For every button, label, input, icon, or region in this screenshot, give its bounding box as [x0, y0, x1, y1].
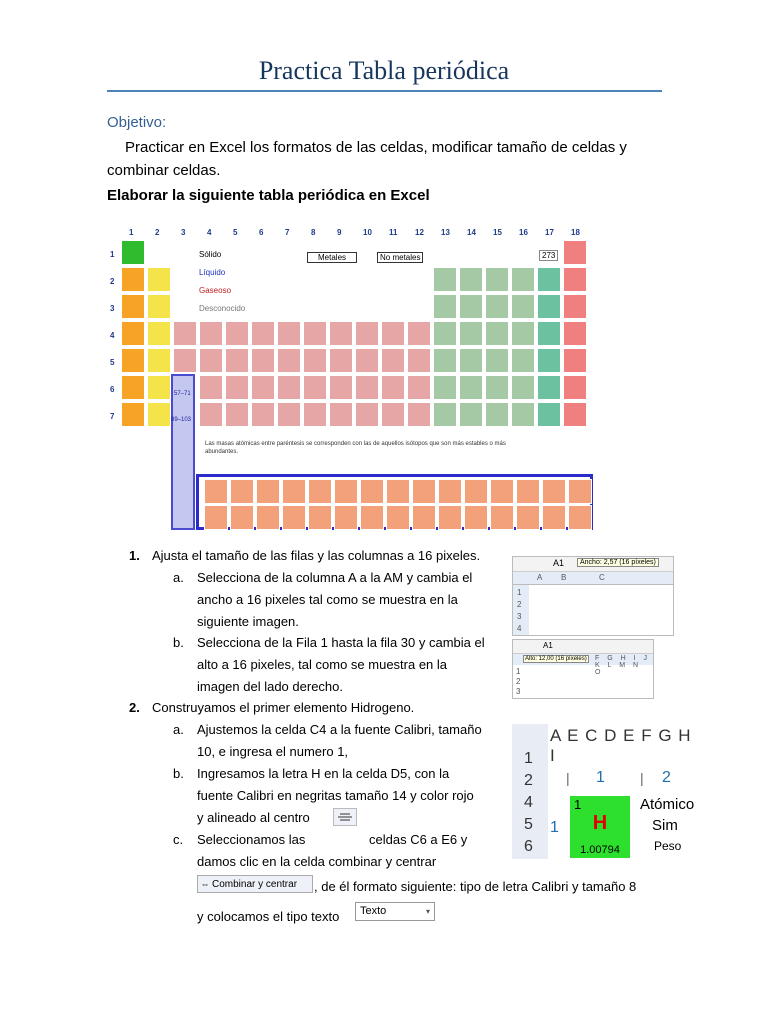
item-2-text: Construyamos el primer elemento Hidrogeno.	[152, 700, 415, 715]
period-label: 7	[110, 412, 115, 421]
element-cell	[329, 375, 353, 400]
element-cell	[407, 375, 431, 400]
element-cell	[433, 294, 457, 319]
objetivo-heading: Objetivo:	[107, 114, 167, 131]
element-cell	[277, 348, 301, 373]
item-2b-line1: Ingresamos la letra H en la celda D5, con la	[197, 766, 450, 781]
element-cell	[485, 402, 509, 427]
group-label: 1	[129, 228, 134, 237]
period-label: 2	[110, 277, 115, 286]
group-label: 14	[467, 228, 476, 237]
group-number: 2	[662, 769, 671, 786]
legend-desconocido: Desconocido	[199, 304, 246, 313]
row-header: 4	[524, 794, 533, 811]
row-header: 2	[524, 772, 533, 789]
f-block-cell	[542, 479, 566, 504]
element-cell	[433, 321, 457, 346]
legend-gaseoso: Gaseoso	[199, 286, 232, 295]
element-cell	[121, 402, 145, 427]
row-header: 5	[524, 816, 533, 833]
item-2c-number: c.	[173, 832, 184, 847]
title-underline	[107, 90, 662, 92]
element-cell	[251, 348, 275, 373]
group-label: 7	[285, 228, 290, 237]
f-block-cell	[438, 505, 462, 530]
item-1-text: Ajusta el tamaño de las filas y las columnas a 16 pixeles.	[152, 548, 481, 563]
element-cell	[121, 348, 145, 373]
col-header: B	[561, 573, 567, 582]
f-block-cell	[490, 479, 514, 504]
row-height-screenshot	[512, 639, 654, 699]
group-label: 10	[363, 228, 372, 237]
element-cell	[121, 375, 145, 400]
atomic-mass-note: Las masas atómicas entre paréntesis se corresponden con las de aquellos isótopos que son más estables o más abundantes.	[205, 441, 506, 455]
element-cell	[147, 321, 171, 346]
atomic-mass: 1.00794	[580, 844, 620, 856]
element-cell	[433, 375, 457, 400]
width-tooltip: Ancho: 2,57 (16 píxeles)	[577, 558, 659, 567]
group-label: 17	[545, 228, 554, 237]
f-block-cell	[568, 505, 592, 530]
element-cell	[381, 321, 405, 346]
f-block-cell	[464, 505, 488, 530]
period-label: 4	[110, 331, 115, 340]
group-label: 11	[389, 228, 398, 237]
element-cell	[537, 375, 561, 400]
element-cell	[173, 321, 197, 346]
element-cell	[459, 348, 483, 373]
legend-metales: Metales	[307, 252, 357, 263]
col-headers: A E C D E F G H I	[550, 726, 692, 765]
item-2b-line2: fuente Calibri en negritas tamaño 14 y color rojo	[197, 788, 474, 803]
element-cell	[147, 294, 171, 319]
element-cell	[277, 321, 301, 346]
align-center-icon	[334, 809, 356, 825]
element-cell	[485, 294, 509, 319]
element-cell	[147, 267, 171, 292]
element-cell	[485, 267, 509, 292]
row-header: 2	[517, 600, 522, 609]
item-1-number: 1.	[129, 548, 140, 563]
item-2c-line3: , de él formato siguiente: tipo de letra Calibri y tamaño 8	[314, 879, 637, 894]
element-cell	[459, 402, 483, 427]
f-block-cell	[256, 505, 280, 530]
element-cell	[381, 375, 405, 400]
group-label: 6	[259, 228, 264, 237]
number-format-value: Texto	[360, 905, 387, 917]
element-cell	[329, 348, 353, 373]
element-symbol: H	[592, 812, 608, 834]
item-2a-line1: Ajustemos la celda C4 a la fuente Calibri, tamaño	[197, 722, 482, 737]
element-cell	[381, 402, 405, 427]
element-cell	[537, 267, 561, 292]
f-block-cell	[490, 505, 514, 530]
item-2c-line1a: Seleccionamos las	[197, 832, 306, 847]
element-cell	[147, 375, 171, 400]
f-block-cell	[542, 505, 566, 530]
element-cell	[199, 348, 223, 373]
element-cell	[537, 321, 561, 346]
element-cell	[407, 402, 431, 427]
f-block-cell	[204, 479, 228, 504]
element-cell	[303, 375, 327, 400]
merge-center-button[interactable]	[197, 875, 313, 893]
f-block-cell	[204, 505, 228, 530]
row-header: 1	[517, 588, 522, 597]
hydrogen-element-cell	[570, 796, 630, 858]
period-label: 3	[110, 304, 115, 313]
element-cell	[563, 267, 587, 292]
group-number: 1	[596, 769, 605, 786]
item-2c-line1b: celdas C6 a E6 y	[369, 832, 468, 847]
element-cell	[355, 321, 379, 346]
element-cell	[355, 402, 379, 427]
objetivo-paragraph: Practicar en Excel los formatos de las celdas, modificar tamaño de celdas y combinar celdas.	[107, 139, 627, 179]
center-align-button[interactable]	[333, 808, 357, 826]
f-block-cell	[386, 479, 410, 504]
element-cell	[225, 321, 249, 346]
group-label: 13	[441, 228, 450, 237]
period-label: 5	[110, 358, 115, 367]
height-tooltip: Alto: 12,00 (16 píxeles)	[525, 656, 587, 662]
la-range: 57–71	[174, 391, 191, 397]
element-cell	[251, 402, 275, 427]
namebox: A1	[543, 641, 553, 650]
f-block-cell	[334, 479, 358, 504]
col-header: C	[599, 573, 605, 582]
row-header: 2	[516, 677, 521, 686]
number-format-select[interactable]	[355, 902, 435, 921]
item-1a-line3: siguiente imagen.	[197, 614, 299, 629]
f-block-cell	[438, 479, 462, 504]
f-block-cell	[412, 505, 436, 530]
element-cell	[459, 375, 483, 400]
item-1b-line2: alto a 16 pixeles, tal como se muestra en la	[197, 657, 448, 672]
col-header: A	[537, 573, 543, 582]
f-block-cell	[516, 505, 540, 530]
element-cell	[251, 375, 275, 400]
row-header: 3	[516, 687, 521, 696]
element-cell	[563, 321, 587, 346]
f-block-cell	[256, 479, 280, 504]
group-label: 12	[415, 228, 424, 237]
element-cell	[251, 321, 275, 346]
elaborar-heading: Elaborar la siguiente tabla periódica en Excel	[107, 187, 430, 204]
item-1b-line1: Selecciona de la Fila 1 hasta la fila 30 y cambia el	[197, 635, 485, 650]
f-block-cell	[516, 479, 540, 504]
periodic-table-image	[107, 224, 593, 530]
atomico-label: Atómico	[640, 796, 695, 813]
f-block-cell	[386, 505, 410, 530]
atomic-number: 1	[574, 797, 582, 812]
element-cell	[537, 402, 561, 427]
element-cell	[537, 348, 561, 373]
group-label: 4	[207, 228, 212, 237]
element-cell	[459, 267, 483, 292]
element-cell	[147, 402, 171, 427]
f-block-cell	[568, 479, 592, 504]
item-2c-line2: damos clic en la celda combinar y centrar	[197, 854, 437, 869]
group-label: 5	[233, 228, 238, 237]
item-2c-line4: y colocamos el tipo texto	[197, 909, 340, 924]
chevron-down-icon: ▾	[425, 907, 430, 916]
element-cell	[199, 402, 223, 427]
f-block-cell	[308, 505, 332, 530]
item-1a-number: a.	[173, 570, 184, 585]
item-1a-line2: ancho a 16 pixeles tal como se muestra en la	[197, 592, 458, 607]
element-cell	[563, 294, 587, 319]
f-block-cell	[360, 505, 384, 530]
element-cell	[225, 348, 249, 373]
element-cell	[121, 267, 145, 292]
element-cell	[511, 267, 535, 292]
element-cell	[121, 321, 145, 346]
element-cell	[199, 375, 223, 400]
element-cell	[511, 348, 535, 373]
hydrogen-cell-screenshot: A E C D E F G H I 1 2 4 5 6 | 1 | 2 1 1 H 1.00794 Atómico Sim Peso	[512, 724, 696, 859]
element-cell	[225, 375, 249, 400]
element-cell	[147, 348, 171, 373]
ac-range: 89–103	[171, 417, 192, 423]
f-block-cell	[464, 479, 488, 504]
group-label: 9	[337, 228, 342, 237]
element-cell	[563, 402, 587, 427]
group-label: 8	[311, 228, 316, 237]
peso-label: Peso	[654, 839, 682, 853]
element-cell	[381, 348, 405, 373]
element-cell	[537, 294, 561, 319]
f-block-cell	[230, 505, 254, 530]
group-label: 16	[519, 228, 528, 237]
column-width-screenshot	[512, 556, 674, 636]
row-header: 6	[524, 838, 533, 855]
group-label: 3	[181, 228, 186, 237]
element-cell	[511, 402, 535, 427]
element-cell	[563, 240, 587, 265]
legend-solido: Sólido	[199, 250, 222, 259]
element-cell	[329, 402, 353, 427]
f-block-cell	[412, 479, 436, 504]
period-number: 1	[550, 819, 559, 836]
f-block-cell	[230, 479, 254, 504]
element-cell	[511, 375, 535, 400]
element-cell	[199, 321, 223, 346]
element-cell	[563, 348, 587, 373]
element-cell	[303, 348, 327, 373]
sim-label: Sim	[652, 817, 678, 834]
element-cell	[303, 402, 327, 427]
f-block-cell	[282, 479, 306, 504]
element-cell	[485, 348, 509, 373]
row-header: 1	[524, 750, 533, 767]
element-cell	[355, 375, 379, 400]
item-1a-line1: Selecciona de la columna A a la AM y cambia el	[197, 570, 473, 585]
merge-center-label: Combinar y centrar	[212, 879, 298, 890]
f-block-cell	[334, 505, 358, 530]
group-label: 15	[493, 228, 502, 237]
item-2b-line3: y alineado al centro	[197, 810, 310, 825]
f-block-cell	[360, 479, 384, 504]
element-cell	[407, 321, 431, 346]
element-cell	[459, 321, 483, 346]
element-cell	[277, 375, 301, 400]
row-header: 4	[517, 624, 522, 633]
element-cell	[121, 240, 145, 265]
item-2-number: 2.	[129, 700, 140, 715]
row-header: 3	[517, 612, 522, 621]
merge-icon: ⇔	[200, 879, 210, 889]
element-cell	[329, 321, 353, 346]
actinide-lanthanide-column	[171, 374, 195, 530]
element-cell	[485, 321, 509, 346]
element-cell	[433, 267, 457, 292]
element-cell	[433, 402, 457, 427]
item-2a-line2: 10, e ingresa el numero 1,	[197, 744, 349, 759]
element-cell	[459, 294, 483, 319]
legend-no-metales: No metales	[377, 252, 423, 263]
element-cell	[355, 348, 379, 373]
element-cell	[225, 402, 249, 427]
item-1b-number: b.	[173, 635, 184, 650]
legend-liquido: Líquido	[199, 268, 226, 277]
scale-value: 273	[539, 250, 558, 261]
f-block-cell	[282, 505, 306, 530]
element-cell	[121, 294, 145, 319]
period-label: 6	[110, 385, 115, 394]
row-header: 1	[516, 667, 521, 676]
item-2a-number: a.	[173, 722, 184, 737]
element-cell	[173, 348, 197, 373]
page-title: Practica Tabla periódica	[258, 56, 510, 85]
f-block	[196, 474, 593, 530]
item-1b-line3: imagen del lado derecho.	[197, 679, 343, 694]
element-cell	[277, 402, 301, 427]
col-headers: F G H I J K L M N O	[595, 655, 650, 676]
period-label: 1	[110, 250, 115, 259]
element-cell	[433, 348, 457, 373]
element-cell	[407, 348, 431, 373]
element-cell	[303, 321, 327, 346]
element-cell	[511, 321, 535, 346]
f-block-cell	[308, 479, 332, 504]
element-cell	[485, 375, 509, 400]
item-2b-number: b.	[173, 766, 184, 781]
element-cell	[511, 294, 535, 319]
namebox: A1	[553, 558, 565, 568]
group-label: 18	[571, 228, 580, 237]
element-cell	[563, 375, 587, 400]
group-label: 2	[155, 228, 160, 237]
